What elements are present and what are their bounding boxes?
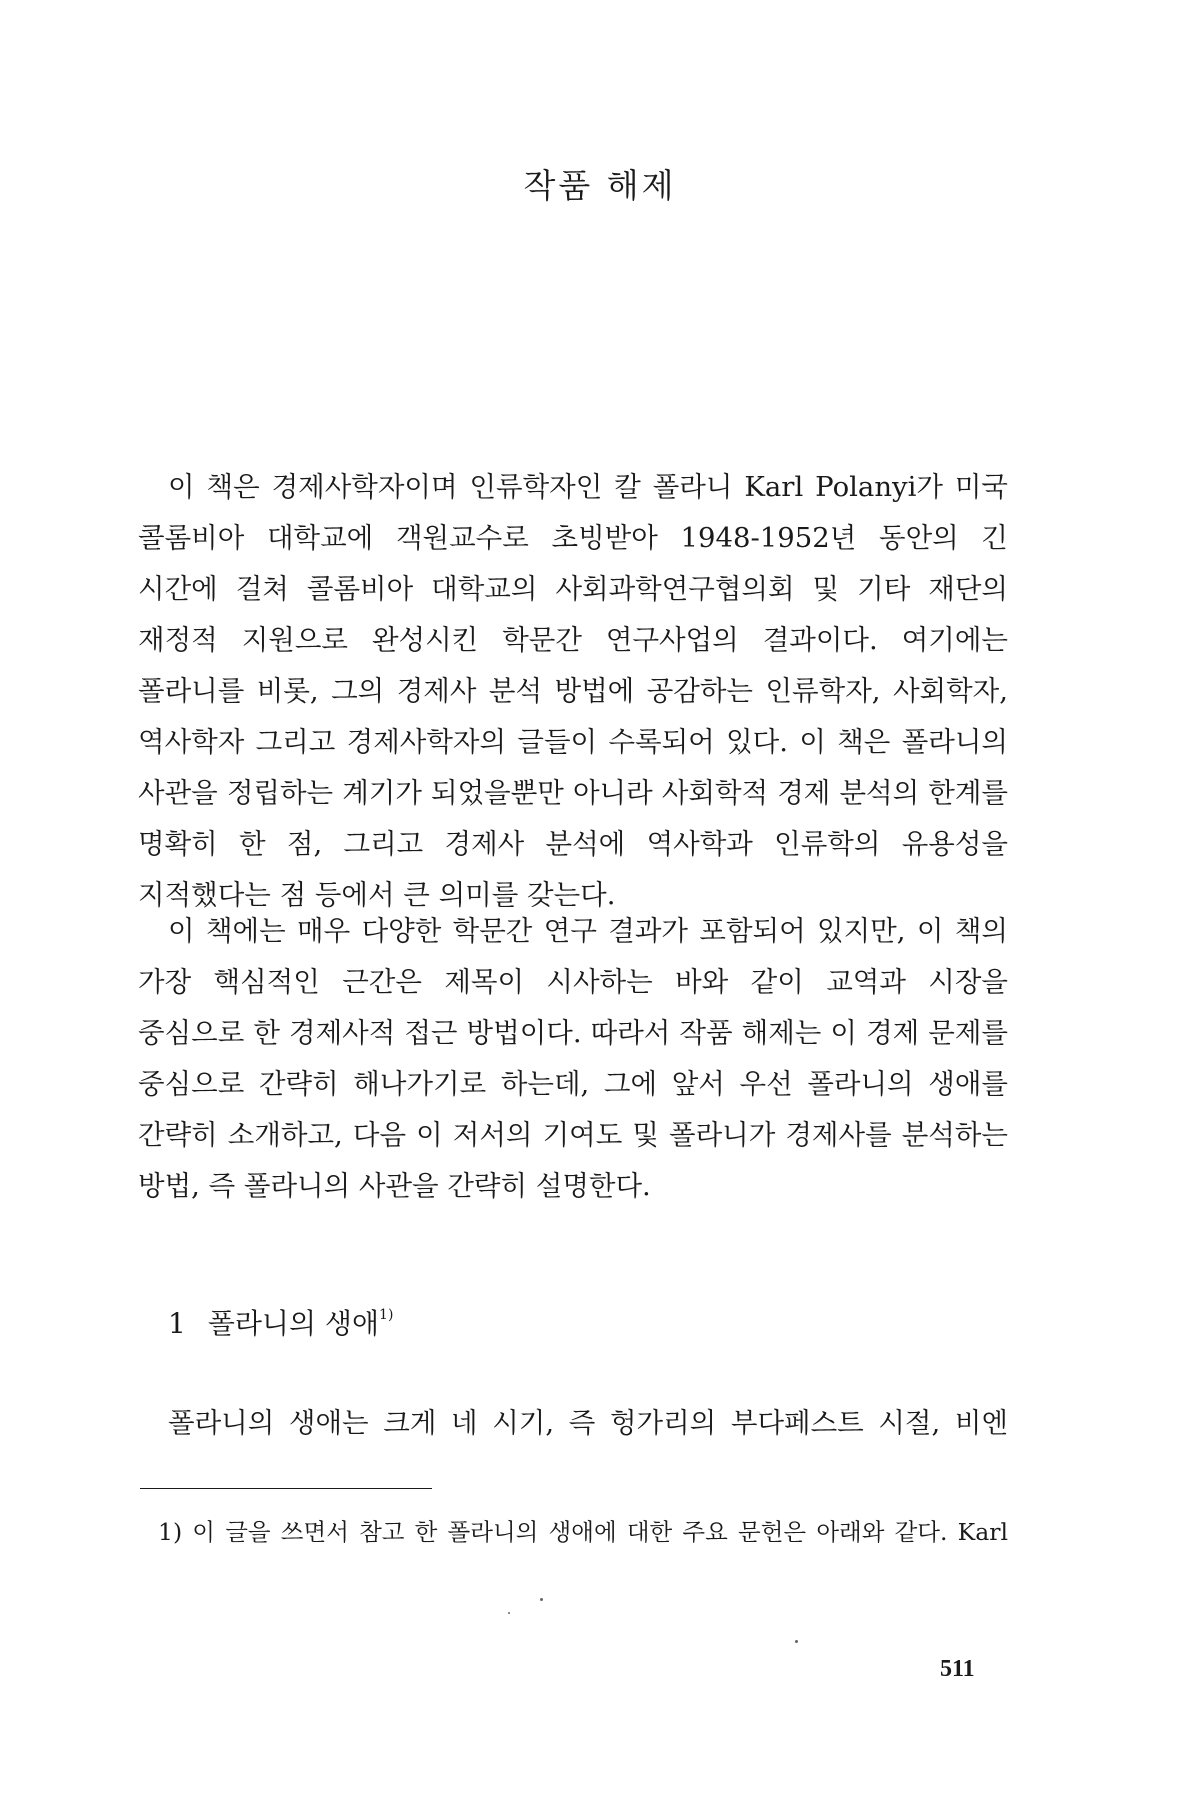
section-heading: [168, 1302, 393, 1342]
section-title: 폴라니의 생애: [207, 1307, 380, 1340]
body-paragraph-1: [138, 462, 1008, 921]
scan-speck: [508, 1612, 510, 1614]
footnote-marker: 1): [379, 1307, 394, 1323]
section-paragraph-start: 폴라니의 생애는 크게 네 시기, 즉 헝가리의 부다페스트 시절, 비엔: [168, 1407, 1008, 1439]
chapter-title: 작품 해제: [523, 166, 677, 205]
scan-speck: [540, 1598, 543, 1601]
paragraph-text: 이 책에는 매우 다양한 학문간 연구 결과가 포함되어 있지만, 이 책의 가장 핵심적인 근간은 제목이 시사하는 바와 같이 교역과 시장을 중심으로 한 경제사적 접근 방법이다. 따라서 작품 해제는 이 경제 문제를 중심으로 간략히 해나가기로 하는데, 그에 앞서 우선 폴라니의 생애를 간략히 소개하고, 다음 이 저서의 기여도 및 폴라니가 경제사를 분석하는 방법, 즉 폴라니의 사관을 간략히 설명한다.: [138, 915, 1008, 1202]
page-number: 511: [940, 1656, 975, 1682]
body-paragraph-2: [138, 906, 1008, 1212]
section-number: 1: [168, 1307, 186, 1340]
footnote: 1) 이 글을 쓰면서 참고 한 폴라니의 생애에 대한 주요 문헌은 아래와 같다. Karl: [158, 1518, 1008, 1546]
footnote-divider: [140, 1488, 432, 1489]
scan-speck: [795, 1640, 798, 1643]
paragraph-text: 이 책은 경제사학자이며 인류학자인 칼 폴라니 Karl Polanyi가 미국 콜롬비아 대학교에 객원교수로 초빙받아 1948-1952년 동안의 긴 시간에 걸쳐 콜롬비아 대학교의 사회과학연구협의회 및 기타 재단의 재정적 지원으로 완성시킨 학문간 연구사업의 결과이다. 여기에는 폴라니를 비롯, 그의 경제사 분석 방법에 공감하는 인류학자, 사회학자, 역사학자 그리고 경제사학자의 글들이 수록되어 있다. 이 책은 폴라니의 사관을 정립하는 계기가 되었을뿐만 아니라 사회학적 경제 분석의 한계를 명확히 한 점, 그리고 경제사 분석에 역사학과 인류학의 유용성을 지적했다는 점 등에서 큰 의미를 갖는다.: [138, 471, 1008, 911]
